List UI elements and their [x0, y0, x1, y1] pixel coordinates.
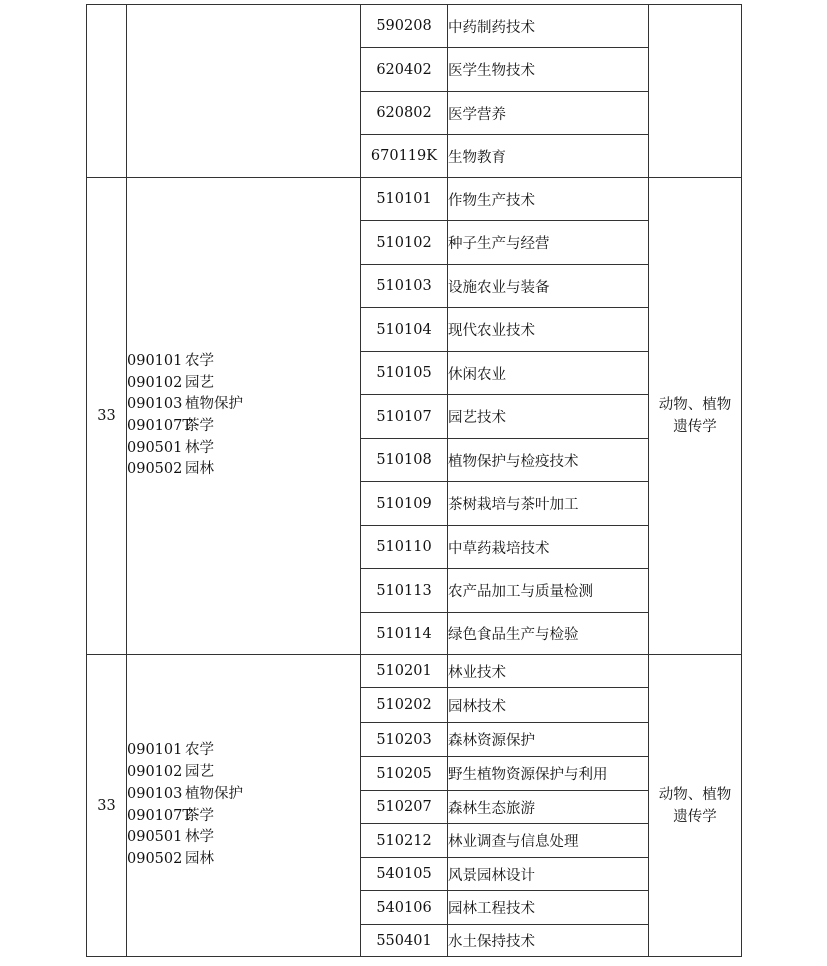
undergrad-major-code: 090502: [127, 461, 183, 478]
vocational-major-code: 510207: [361, 791, 448, 824]
vocational-major-name: 植物保护与检疫技术: [448, 439, 649, 482]
vocational-major-code: 510102: [361, 221, 448, 265]
vocational-major-name: 医学生物技术: [448, 48, 649, 92]
undergrad-major-name: 农学: [185, 742, 214, 759]
undergrad-major-code: 090107T: [127, 807, 193, 824]
undergrad-majors-cell: [127, 5, 361, 178]
undergrad-major-entry: [127, 351, 360, 373]
table-row: [87, 178, 742, 221]
vocational-major-name: 生物教育: [448, 135, 649, 178]
group-number-cell: 33: [87, 178, 127, 655]
undergrad-major-name: 农学: [185, 352, 214, 369]
vocational-major-name: 农产品加工与质量检测: [448, 569, 649, 613]
undergrad-major-entry: [127, 459, 360, 481]
vocational-major-name: 医学营养: [448, 92, 649, 135]
undergrad-major-code: 090101: [127, 742, 183, 759]
undergrad-major-code: 090502: [127, 850, 183, 867]
undergrad-major-entry: [127, 849, 360, 871]
exam-subject-line: 动物、植物: [658, 397, 732, 413]
undergrad-major-entry: [127, 827, 360, 849]
table-row: [87, 655, 742, 688]
vocational-major-code: 510201: [361, 655, 448, 688]
vocational-major-code: 510104: [361, 308, 448, 352]
exam-subject-cell: [649, 655, 742, 957]
vocational-major-code: 510212: [361, 824, 448, 858]
vocational-major-name: 休闲农业: [448, 352, 649, 395]
vocational-major-code: 510108: [361, 439, 448, 482]
vocational-major-name: 森林生态旅游: [448, 791, 649, 824]
vocational-major-name: 园林工程技术: [448, 891, 649, 925]
undergrad-major-code: 090501: [127, 829, 183, 846]
vocational-major-code: 510205: [361, 757, 448, 791]
vocational-major-name: 绿色食品生产与检验: [448, 613, 649, 655]
undergrad-major-code: 090101: [127, 352, 183, 369]
vocational-major-name: 园艺技术: [448, 395, 649, 439]
vocational-major-code: 510101: [361, 178, 448, 221]
vocational-major-code: 510113: [361, 569, 448, 613]
undergrad-major-name: 林学: [185, 829, 214, 846]
vocational-major-name: 水土保持技术: [448, 925, 649, 957]
table-body: [87, 5, 742, 957]
exam-subject-cell: [649, 5, 742, 178]
undergrad-major-code: 090107T: [127, 418, 193, 434]
undergrad-major-name: 植物保护: [185, 785, 243, 802]
vocational-major-code: 510107: [361, 395, 448, 439]
undergrad-major-entry: [127, 762, 360, 784]
exam-subject-line: 动物、植物: [658, 786, 732, 803]
undergrad-major-name: 园艺: [185, 374, 214, 391]
vocational-major-name: 作物生产技术: [448, 178, 649, 221]
vocational-major-code: 510109: [361, 482, 448, 526]
vocational-major-name: 森林资源保护: [448, 723, 649, 757]
vocational-major-code: 510202: [361, 688, 448, 723]
undergrad-major-entry: [127, 394, 360, 416]
undergrad-major-code: 090501: [127, 439, 183, 456]
vocational-major-name: 园林技术: [448, 688, 649, 723]
group-number-cell: [87, 5, 127, 178]
vocational-major-code: 510105: [361, 352, 448, 395]
vocational-major-name: 中药制药技术: [448, 5, 649, 48]
table-row: [87, 5, 742, 48]
exam-subject-line: 遗传学: [673, 808, 717, 825]
undergrad-major-name: 园林: [185, 461, 214, 478]
exam-subject-cell: [649, 178, 742, 655]
vocational-major-code: 590208: [361, 5, 448, 48]
exam-subject-line: 遗传学: [673, 419, 717, 435]
vocational-major-code: 510103: [361, 265, 448, 308]
major-mapping-table: [86, 4, 742, 957]
undergrad-major-code: 090102: [127, 764, 183, 781]
vocational-major-code: 540106: [361, 891, 448, 925]
undergrad-majors-cell: [127, 655, 361, 957]
vocational-major-code: 540105: [361, 858, 448, 891]
undergrad-major-name: 植物保护: [185, 396, 243, 413]
undergrad-majors-cell: [127, 178, 361, 655]
vocational-major-name: 茶树栽培与茶叶加工: [448, 482, 649, 526]
vocational-major-name: 设施农业与装备: [448, 265, 649, 308]
vocational-major-code: 620802: [361, 92, 448, 135]
vocational-major-name: 野生植物资源保护与利用: [448, 757, 649, 791]
undergrad-major-entry: [127, 416, 360, 438]
vocational-major-name: 林业调查与信息处理: [448, 824, 649, 858]
vocational-major-code: 620402: [361, 48, 448, 92]
vocational-major-name: 风景园林设计: [448, 858, 649, 891]
undergrad-major-name: 园林: [185, 850, 214, 867]
vocational-major-code: 510110: [361, 526, 448, 569]
vocational-major-name: 林业技术: [448, 655, 649, 688]
undergrad-major-entry: [127, 806, 360, 828]
undergrad-major-code: 090102: [127, 374, 183, 391]
vocational-major-code: 550401: [361, 925, 448, 957]
undergrad-major-name: 茶学: [185, 807, 214, 824]
undergrad-major-entry: [127, 784, 360, 806]
undergrad-major-entry: [127, 373, 360, 395]
vocational-major-code: 670119K: [361, 135, 448, 178]
undergrad-major-name: 林学: [185, 439, 214, 456]
vocational-major-code: 510114: [361, 613, 448, 655]
undergrad-major-code: 090103: [127, 785, 183, 802]
undergrad-major-name: 茶学: [185, 418, 214, 434]
undergrad-major-entry: [127, 438, 360, 460]
group-number-cell: 33: [87, 655, 127, 957]
undergrad-major-entry: [127, 740, 360, 762]
undergrad-major-code: 090103: [127, 396, 183, 413]
undergrad-major-name: 园艺: [185, 764, 214, 781]
vocational-major-name: 种子生产与经营: [448, 221, 649, 265]
vocational-major-name: 中草药栽培技术: [448, 526, 649, 569]
vocational-major-code: 510203: [361, 723, 448, 757]
vocational-major-name: 现代农业技术: [448, 308, 649, 352]
